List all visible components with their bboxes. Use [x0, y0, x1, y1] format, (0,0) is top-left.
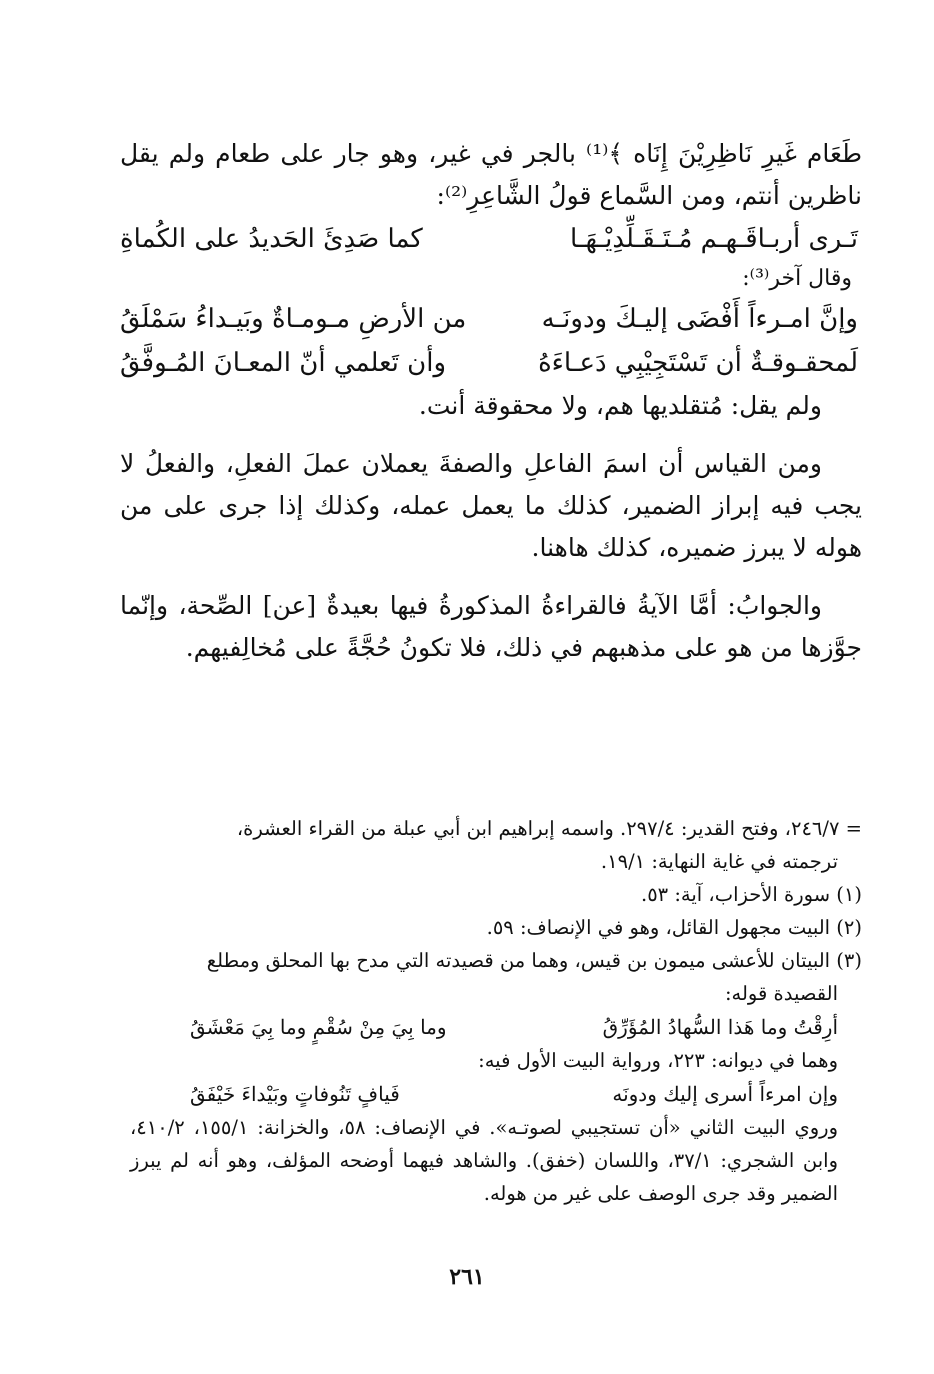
paragraph-jawab: والجوابُ: أمَّا الآيةُ فالقراءةُ المذكورةُ فيها بعيدةٌ [عن] الصِّحة، وإنّما جوَّزها من هو على مذهبهم في ذلك، فلا تكونُ حُجَّةً على مُخالِفيهم. — [120, 591, 862, 662]
footnotes — [130, 812, 862, 1210]
footnote-continuation-line2: ترجمته في غاية النهاية: ١٩/١. — [600, 850, 838, 873]
paragraph-continuation: طَعَام غَيرِ نَاظِرِيْنَ إِنَاه ﴾⁽¹⁾ بالجر في غير، وهو جار على طعام ولم يقل ناظرين أنتم، ومن السَّماع قولُ الشَّاعِرِ⁽²⁾: — [120, 139, 862, 210]
footnote-verse-one — [130, 1010, 862, 1044]
verse-one-first-hemistich: تَـرى أربـاقَـهـم مُـتَـقَـلِّدِيْـهَـا — [570, 224, 858, 254]
footnote-verse-one-second: وما بِيَ مِنْ سُقْمٍ وما بِيَ مَعْشَقُ — [190, 1015, 447, 1039]
spacer — [120, 569, 862, 585]
footnote-3-riwaya: وروي البيت الثاني «أن تستجيبي لصوتـه». في الإنصاف: ٥٨، والخزانة: ١٥٥/١، ٤١٠/٢، وابن الشجري: ٣٧/١، واللسان (خفق). والشاهد فيهما أوضحه المؤلف، وهو أنه لم يبرز الضمير وقد جرى الوصف على غير من هوله. — [130, 1116, 838, 1205]
footnote-1: (١) سورة الأحزاب، آية: ٥٣. — [641, 883, 862, 906]
verse-two-line-one-second: من الأرضِ مـومـاةٌ وبَيـداءُ سَمْلَقُ — [120, 304, 467, 334]
page-number: ٢٦١ — [449, 1264, 485, 1290]
footnote-3-diwan: وهما في ديوانه: ٢٢٣، ورواية البيت الأول فيه: — [478, 1049, 838, 1072]
main-text — [120, 133, 862, 669]
verse-two-line-two-first: لَمحقـوقـةٌ أن تَسْتَجِيْبِي دَعـاءَهُ — [538, 348, 858, 378]
verse-two-line-two-second: وأن تَعلمي أنّ المعـانَ المُـوفَّقُ — [120, 348, 447, 378]
footnote-verse-two-first: وإن امرءاً أسرى إليك ودونَه — [612, 1082, 838, 1106]
footnote-2: (٢) البيت مجهول القائل، وهو في الإنصاف: ٥٩. — [486, 916, 862, 939]
verse-two-line-two — [120, 341, 862, 385]
paragraph-qiyas: ومن القياس أن اسمَ الفاعلِ والصفةَ يعملان عملَ الفعلِ، والفعلُ لا يجب فيه إبراز الضمير، كذلك ما يعمل عمله، وكذلك إذا جرى على من هوله لا يبرز ضميره، كذلك هاهنا. — [120, 449, 862, 562]
after-verse-note: ولم يقل: مُتقلديها هم، ولا محقوقة أنت. — [418, 391, 822, 420]
footnote-3-line2: القصيدة قوله: — [724, 982, 838, 1005]
verse-two-line-one — [120, 297, 862, 341]
footnote-verse-two — [130, 1077, 862, 1111]
footnote-continuation-line1: = ٢٤٦/٧، وفتح القدير: ٢٩٧/٤. واسمه إبراهيم ابن أبي عبلة من القراء العشرة، — [236, 817, 862, 840]
verse-one — [120, 217, 862, 261]
spacer — [120, 427, 862, 443]
verse-two-intro: وقال آخر⁽³⁾: — [742, 266, 852, 291]
footnote-verse-one-first: أرِقْتُ وما هَذا السُّهادُ المُؤَرِّقُ — [602, 1015, 838, 1039]
verse-one-second-hemistich: كما صَدِئَ الحَديدُ على الكُماةِ — [120, 224, 423, 254]
verse-two-line-one-first: وإنَّ امـرءاً أَفْضَى إليـكَ ودونَـه — [541, 304, 858, 334]
footnote-verse-two-second: فَيافٍ تَنُوفاتٍ وبَيْداءَ خَيْفَقُ — [190, 1082, 400, 1106]
footnote-3-line1: (٣) البيتان للأعشى ميمون بن قيس، وهما من قصيدته التي مدح بها المحلق ومطلع — [206, 949, 862, 972]
